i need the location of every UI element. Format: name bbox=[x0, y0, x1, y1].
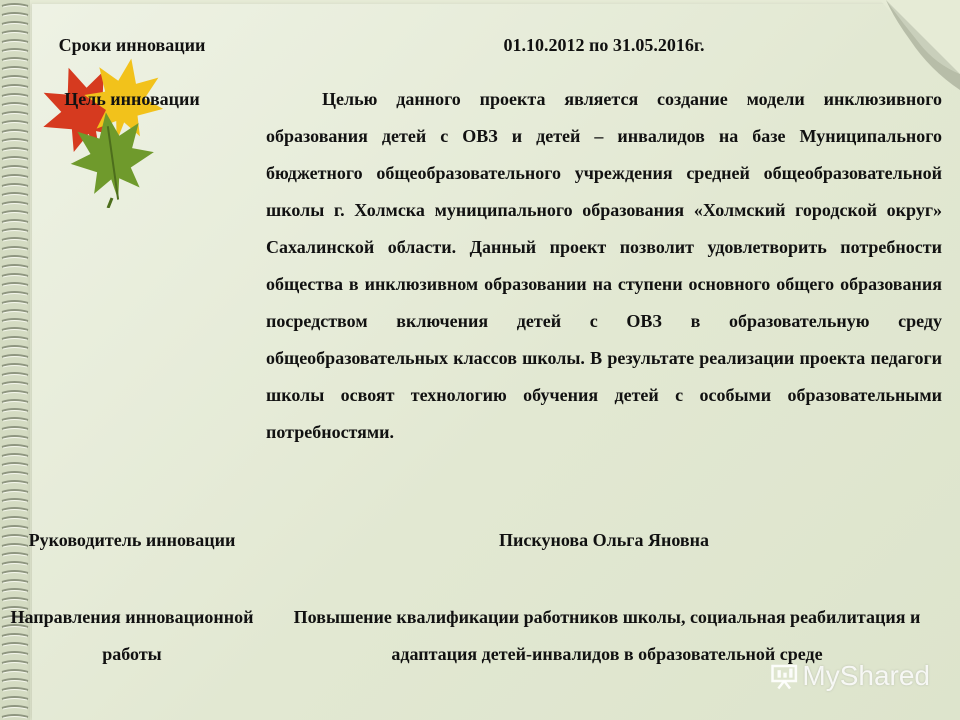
leader-label: Руководитель инновации bbox=[28, 530, 236, 550]
leader-value: Пискунова Ольга Яновна bbox=[499, 530, 709, 550]
timeline-label: Сроки инновации bbox=[58, 35, 206, 55]
directions-label: Направления инновационной работы bbox=[10, 607, 254, 664]
watermark bbox=[770, 656, 930, 696]
goal-label: Цель инновации bbox=[64, 89, 200, 109]
watermark-text: MyShared bbox=[802, 660, 930, 691]
goal-value: Целью данного проекта является создание модели инклюзивного образования детей с ОВЗ и детей – инвалидов на базе Муниципального бюджетного общеобразовательного учреждения средней общеобразовательной школы г. Холмска муниципального образования «Холмский городской округ» Сахалинской области. Данный проект позволит удовлетворить потребности общества в инклюзивном образовании на ступени основного общего образования посредством включения детей с ОВЗ в образовательную среду общеобразовательных классов школы. В результате реализации проекта педагоги школы освоят технологию обучения детей с особыми образовательными потребностями. bbox=[266, 89, 942, 442]
timeline-value: 01.10.2012 по 31.05.2016г. bbox=[503, 35, 705, 55]
directions-value: Повышение квалификации работников школы, социальная реабилитация и адаптация детей-инвалидов в образовательной среде bbox=[293, 607, 921, 664]
presentation-board-icon bbox=[770, 659, 798, 693]
